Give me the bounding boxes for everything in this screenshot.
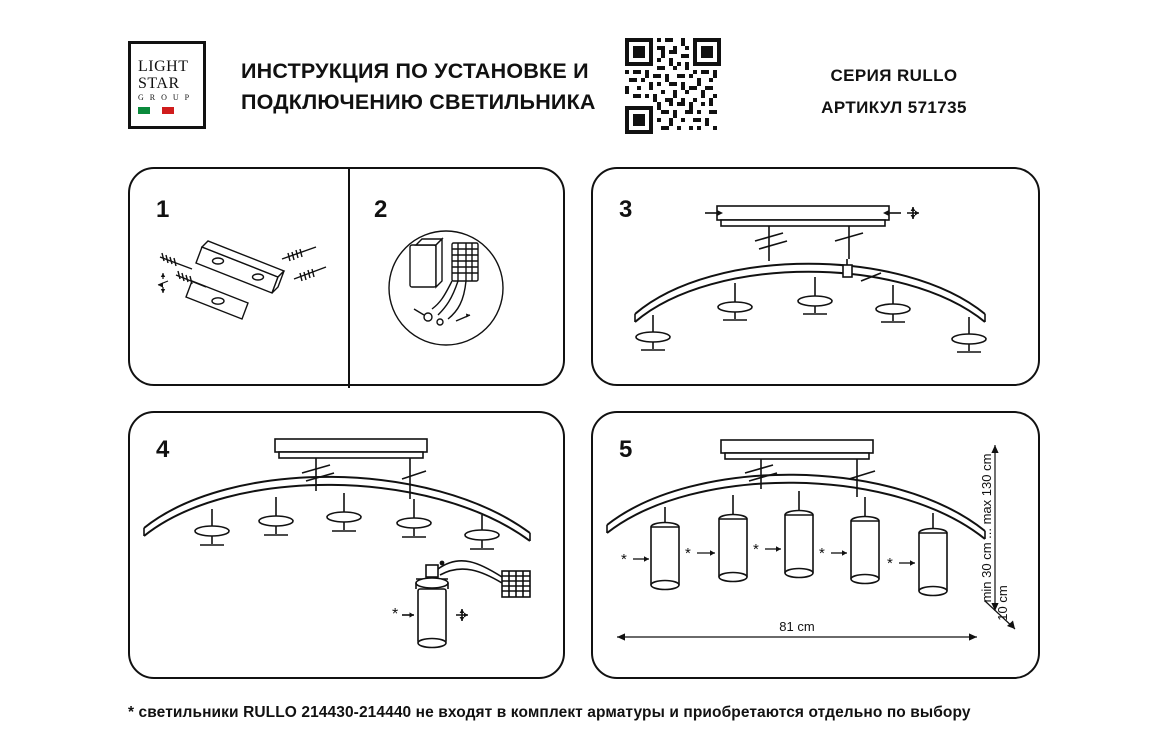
svg-text:*: * [819, 545, 825, 562]
step-5-illustration [593, 413, 1042, 681]
footnote-text: * светильники RULLO 214430-214440 не входят в комплект арматуры и приобретаются отдельно по выбору [128, 704, 971, 721]
step-panel-3 [591, 167, 1040, 386]
svg-text:*: * [685, 545, 691, 562]
step-3-illustration [593, 169, 1042, 388]
step-number-5: 5 [619, 436, 633, 463]
depth-dimension-label: 10 cm [995, 585, 1010, 621]
step-number-1: 1 [156, 196, 170, 223]
document-header [128, 38, 1040, 134]
logo-line-3: G R O U P [138, 93, 192, 102]
svg-text:*: * [621, 551, 627, 568]
step-number-2: 2 [374, 196, 388, 223]
logo-line-2: STAR [138, 75, 180, 92]
svg-text:*: * [887, 555, 893, 572]
step-number-4: 4 [156, 436, 170, 463]
step-1-illustration [130, 169, 348, 388]
svg-text:*: * [392, 606, 399, 623]
step-4-illustration [130, 413, 567, 681]
logo-line-1: LIGHT [138, 58, 189, 75]
page-title-line-2: ПОДКЛЮЧЕНИЮ СВЕТИЛЬНИКА [241, 90, 596, 114]
width-dimension-label: 81 cm [779, 619, 815, 634]
page-title-line-1: ИНСТРУКЦИЯ ПО УСТАНОВКЕ И [241, 59, 589, 83]
product-info [748, 60, 1040, 124]
step-panel-1-2 [128, 167, 565, 386]
brand-logo [128, 41, 206, 129]
step-number-3: 3 [619, 196, 633, 223]
svg-text:*: * [753, 541, 759, 558]
step-2-illustration [348, 169, 567, 388]
qr-code-icon [625, 38, 721, 134]
article-label: АРТИКУЛ 571735 [821, 98, 967, 117]
step-panel-4 [128, 411, 565, 679]
italy-flag-icon [138, 107, 174, 114]
step-panel-5 [591, 411, 1040, 679]
page-title [241, 56, 621, 118]
height-dimension-label: min 30 cm ... max 130 cm [979, 453, 994, 603]
series-label: СЕРИЯ RULLO [830, 66, 958, 85]
